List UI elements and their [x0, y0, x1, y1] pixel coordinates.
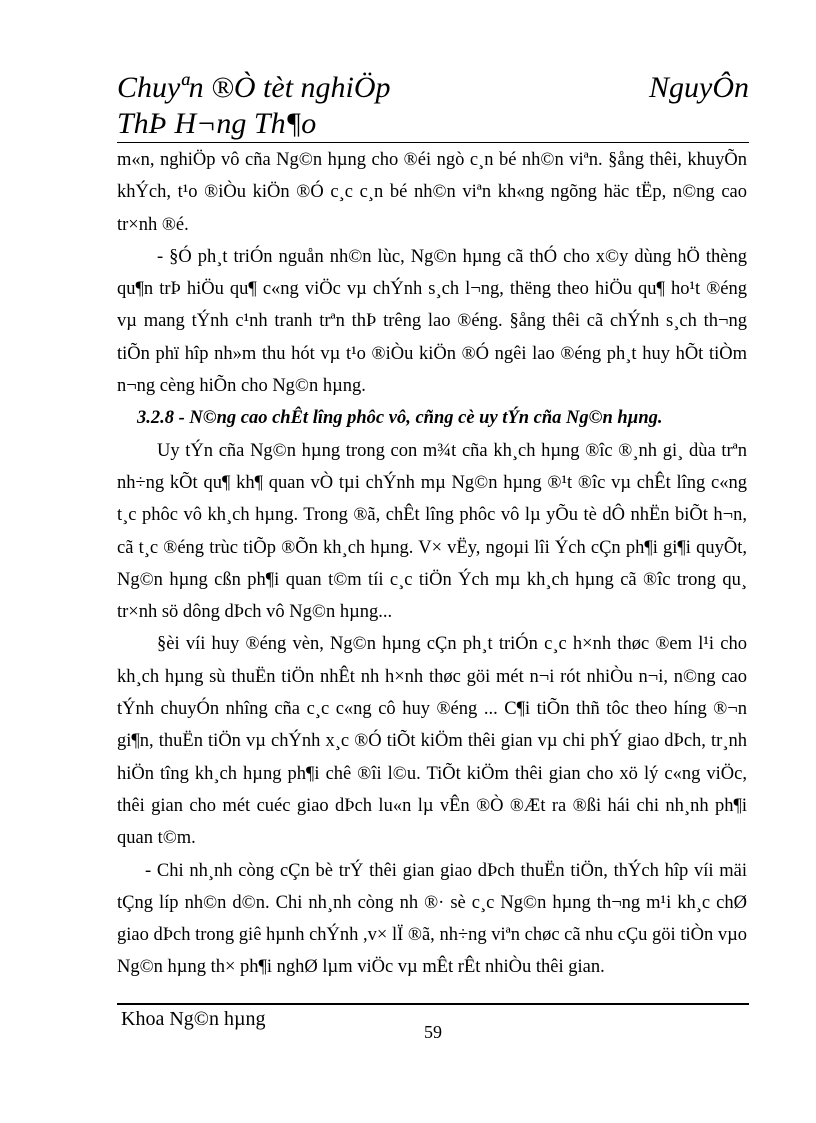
page-header — [117, 70, 749, 144]
page-number: 59 — [424, 1022, 442, 1042]
paragraph: Uy tÝn cña Ng©n hµng trong con m¾t cña kh¸ch hµng ®îc ®¸nh gi¸ dùa trªn nh÷ng kÕt qu¶ kh¶ quan vÒ tµi chÝnh mµ Ng©n hµng ®¹t ®îc vµ chÊt lîng c«ng t¸c phôc vô kh¸ch hµng. Trong ®ã, chÊt lîng phôc vô lµ yÕu tè dÔ nhËn biÕt h¬n, cã t¸c ®éng trùc tiÕp ®Õn kh¸ch hµng. V× vËy, ngoµi lîi Ých cÇn ph¶i gi¶i quyÕt, Ng©n hµng cßn ph¶i quan t©m tíi c¸c tiÖn Ých mµ kh¸ch hµng cã ®îc trong qu¸ tr×nh sö dông dÞch vô Ng©n hµng... — [117, 440, 747, 623]
paragraph: - §Ó ph¸t triÓn nguån nh©n lùc, Ng©n hµng cã thÓ cho x©y dùng hÖ thèng qu¶n trÞ hiÖu qu¶ c«ng viÖc vµ chÝnh s¸ch l¬ng, thëng theo hiÖu qu¶ ho¹t ®éng vµ mang tÝnh c¹nh tranh trªn thÞ trêng lao ®éng. §ång thêi cã chÝnh s¸ch th¬ng tiÕn phï hîp nh»m thu hót vµ t¹o ®iÒu kiÖn ®Ó ngêi lao ®éng ph¸t huy hÕt tiÒm n¬ng cèng hiÕn cho Ng©n hµng. — [117, 246, 747, 397]
body-text — [117, 144, 747, 984]
paragraph: §èi víi huy ®éng vèn, Ng©n hµng cÇn ph¸t triÓn c¸c h×nh thøc ®em l¹i cho kh¸ch hµng sù thuËn tiÖn nhÊt nh h×nh thøc göi mét n¬i rót nhiÒu n¬i, n©ng cao tÝnh chuyÓn nhîng cña c¸c c«ng cô huy ®éng ... C¶i tiÕn thñ tôc theo híng ®¬n gi¶n, thuËn tiÖn vµ chÝnh x¸c ®Ó tiÕt kiÖm thêi gian vµ chi phÝ giao dÞch, tr¸nh hiÖn tîng kh¸ch hµng ph¶i chê ®îi l©u. TiÕt kiÖm thêi gian cho xö lý c«ng viÖc, thêi gian cho mét cuéc giao dÞch lu«n lµ vÊn ®Ò ®Æt ra ®ßi hái chi nh¸nh ph¶i quan t©m. — [117, 634, 747, 849]
paragraph: m«n, nghiÖp vô cña Ng©n hµng cho ®éi ngò c¸n bé nh©n viªn. §ång thêi, khuyÕn khÝch, t¹o ®iÒu kiÖn ®Ó c¸c c¸n bé nh©n viªn kh«ng ngõng häc tËp, n©ng cao tr×nh ®é. — [117, 150, 747, 235]
footer-divider — [117, 1003, 749, 1005]
header-author-rest: ThÞ H¬ng Th¶o — [117, 107, 317, 140]
header-author-first: NguyÔn — [649, 71, 749, 104]
footer-department: Khoa Ng©n hµng — [121, 1008, 266, 1030]
section-heading: 3.2.8 - N©ng cao chÊt lîng phôc vô, cñng cè uy tÝn cña Ng©n hµng. — [137, 408, 663, 429]
header-divider — [117, 142, 749, 143]
header-title-left: Chuyªn ®Ò tèt nghiÖp — [117, 71, 391, 104]
paragraph: - Chi nh¸nh còng cÇn bè trÝ thêi gian giao dÞch thuËn tiÖn, thÝch hîp víi mäi tÇng líp nh©n d©n. Chi nh¸nh còng nh ®· sè c¸c Ng©n hµng th¬ng m¹i kh¸c chØ giao dÞch trong giê hµnh chÝnh ,v× lÏ ®ã, nh÷ng viªn chøc cã nhu cÇu göi tiÒn vµo Ng©n hµng th× ph¶i nghØ lµm viÖc vµ mÊt rÊt nhiÒu thêi gian. — [117, 860, 747, 978]
